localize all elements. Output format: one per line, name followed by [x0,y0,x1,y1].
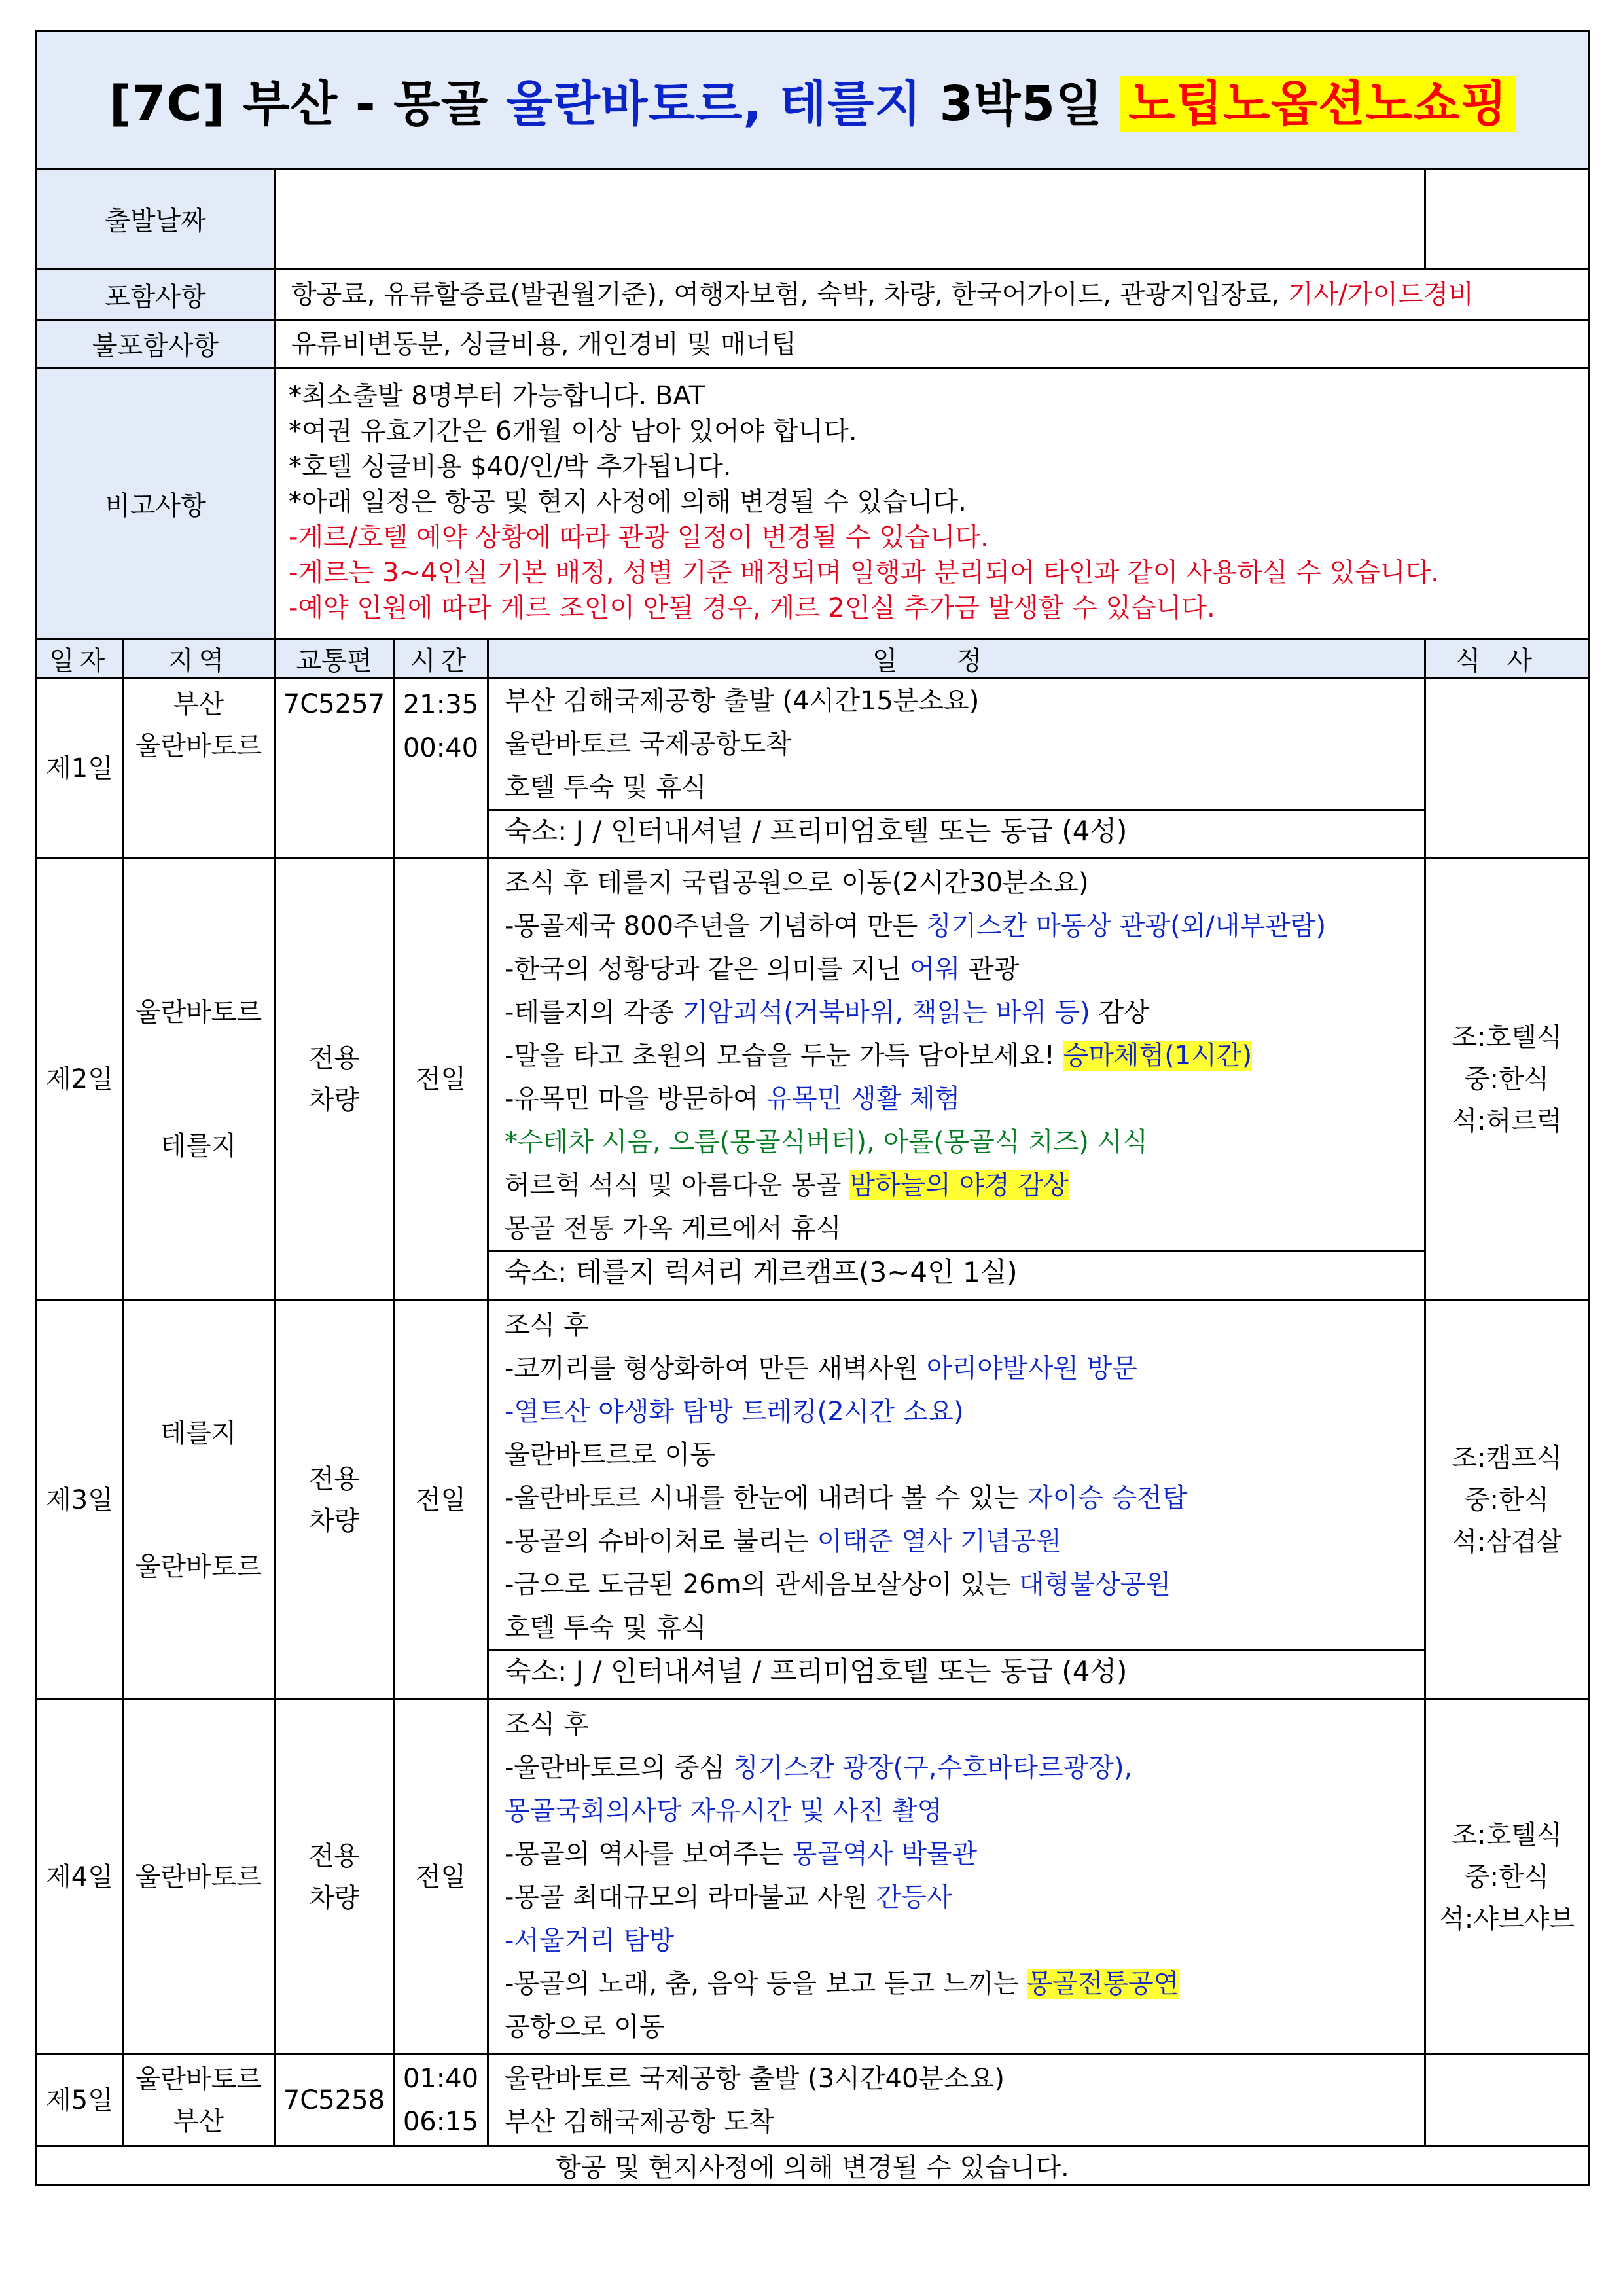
day-region: 테를지 울란바토르 [123,1300,275,1700]
day-row-4 [37,1700,1589,2054]
no-tip-badge: 노팁노옵션노쇼핑 [1120,76,1516,132]
day-meals: 조:호텔식 중:한식 석:샤브샤브 [1425,1700,1589,2054]
col-header-day: 일자 [37,639,123,679]
accommodation: 숙소: J / 인터내셔널 / 프리미엄호텔 또는 동급 (4성) [489,809,1424,852]
day-label: 제1일 [37,679,123,858]
day-row-1 [37,679,1589,858]
day-schedule: 조식 후 -울란바토르의 중심 칭기스칸 광장(구,수흐바타르광장), 몽골국회의사당 자유시간 및 사진 촬영 -몽골의 역사를 보여주는 몽골역사 박물관 -몽골 최대규모의 라마불교 사원 간등사 -서울거리 탐방 -몽골의 노래, 춤, 음악 등을 보고 듣고 느끼는 몽골전통공연 공항으로 이동 [488,1700,1425,2054]
day-row-2 [37,858,1589,1300]
col-header-schedule: 일정 [488,639,1425,679]
day-meals [1425,679,1589,858]
day-region: 울란바토르 부산 [123,2054,275,2146]
time-span: 전일 [394,1300,488,1700]
transport-type: 전용 차량 [275,1300,394,1700]
day-meals: 조:캠프식 중:한식 석:삼겹살 [1425,1300,1589,1700]
col-header-region: 지역 [123,639,275,679]
note-item-warning: -게르는 3~4인실 기본 배정, 성별 기준 배정되며 일행과 분리되어 타인과 같이 사용하실 수 있습니다. [289,558,1439,588]
accommodation: 숙소: J / 인터내셔널 / 프리미엄호텔 또는 동급 (4성) [489,1649,1424,1692]
note-item: *최소출발 8명부터 가능합니다. BAT [289,381,705,411]
note-item-warning: -예약 인원에 따라 게르 조인이 안될 경우, 게르 2인실 추가금 발생할 수 있습니다. [289,593,1215,623]
day-region: 부산 울란바토르 [123,679,275,858]
day-schedule: 조식 후 -코끼리를 형상화하여 만든 새벽사원 아리야발사원 방문 -열트산 야생화 탐방 트레킹(2시간 소요) 울란바트르로 이동 -울란바토르 시내를 한눈에 내려다 볼 수 있는 자이승 승전탑 -몽골의 슈바이처로 불리는 이태준 열사 기념공원 -금으로 도금된 26m의 관세음보살상이 있는 대형불상공원 호텔 투숙 및 휴식 숙소: J / 인터내셔널 / 프리미엄호텔 또는 동급 (4성) [488,1300,1425,1700]
col-header-transport: 교통편 [275,639,394,679]
excluded-label: 불포함사항 [37,320,275,368]
departure-value-extra [1425,169,1589,270]
accommodation: 숙소: 테를지 럭셔리 게르캠프(3~4인 1실) [489,1250,1424,1293]
transport-type: 전용 차량 [275,858,394,1300]
note-item: *여권 유효기간은 6개월 이상 남아 있어야 합니다. [289,416,857,446]
time-span: 전일 [394,858,488,1300]
note-item-warning: -게르/호텔 예약 상황에 따라 관광 일정이 변경될 수 있습니다. [289,522,989,552]
footer-note: 항공 및 현지사정에 의해 변경될 수 있습니다. [37,2146,1589,2185]
highlight-activity: 승마체험(1시간) [1063,1041,1253,1071]
title-banner [37,31,1589,169]
day-row-3 [37,1300,1589,1700]
day-region: 울란바토르 테를지 [123,858,275,1300]
itinerary-document [35,30,1588,2186]
day-schedule: 부산 김해국제공항 출발 (4시간15분소요) 울란바토르 국제공항도착 호텔 투숙 및 휴식 숙소: J / 인터내셔널 / 프리미엄호텔 또는 동급 (4성) [488,679,1425,858]
transport-type: 전용 차량 [275,1700,394,2054]
time-span: 전일 [394,1700,488,2054]
col-header-time: 시간 [394,639,488,679]
day-schedule: 조식 후 테를지 국립공원으로 이동(2시간30분소요) -몽골제국 800주년을 기념하여 만든 칭기스칸 마동상 관광(외/내부관람) -한국의 성황당과 같은 의미를 지닌 어워 관광 -테를지의 각종 기암괴석(거북바위, 책읽는 바위 등) 감상 -말을 타고 초원의 모습을 두눈 가득 담아보세요! 승마체험(1시간) -유목민 마을 방문하여 유목민 생활 체험 *수테차 시음, 으름(몽골식버터), 아롤(몽골식 치즈) 시식 허르헉 석식 및 아름다운 몽골 밤하늘의 야경 감상 몽골 전통 가옥 게르에서 휴식 숙소: 테를지 럭셔리 게르캠프(3~4인 1실) [488,858,1425,1300]
day-label: 제4일 [37,1700,123,2054]
day-label: 제5일 [37,2054,123,2146]
page-title: [7C] 부산 - 몽골 울란바토르, 테를지 3박5일 노팁노옵션노쇼핑 [109,76,1516,132]
day-region: 울란바토르 [123,1700,275,2054]
included-label: 포함사항 [37,270,275,320]
note-item: *아래 일정은 항공 및 현지 사정에 의해 변경될 수 있습니다. [289,487,967,517]
day-label: 제3일 [37,1300,123,1700]
excluded-value: 유류비변동분, 싱글비용, 개인경비 및 매너팁 [275,320,1589,368]
flight-times: 01:40 06:15 [394,2054,488,2146]
day-meals [1425,2054,1589,2146]
notes-label: 비고사항 [37,368,275,639]
flight-number: 7C5258 [275,2054,394,2146]
note-item: *호텔 싱글비용 $40/인/박 추가됩니다. [289,452,732,482]
day-label: 제2일 [37,858,123,1300]
highlight-attraction: 칭기스칸 마동상 관광(외/내부관람) [925,911,1327,941]
flight-number: 7C5257 [275,679,394,858]
notes-list [275,368,1589,639]
day-meals: 조:호텔식 중:한식 석:허르럭 [1425,858,1589,1300]
departure-value [275,169,1425,270]
departure-label: 출발날짜 [37,169,275,270]
itinerary-table [35,30,1590,2186]
included-value: 항공료, 유류할증료(발권월기준), 여행자보험, 숙박, 차량, 한국어가이드, 관광지입장료, 기사/가이드경비 [275,270,1589,320]
day-row-5 [37,2054,1589,2146]
day-schedule: 울란바토르 국제공항 출발 (3시간40분소요) 부산 김해국제공항 도착 [488,2054,1425,2146]
col-header-meal: 식사 [1425,639,1589,679]
flight-times: 21:35 00:40 [394,679,488,858]
